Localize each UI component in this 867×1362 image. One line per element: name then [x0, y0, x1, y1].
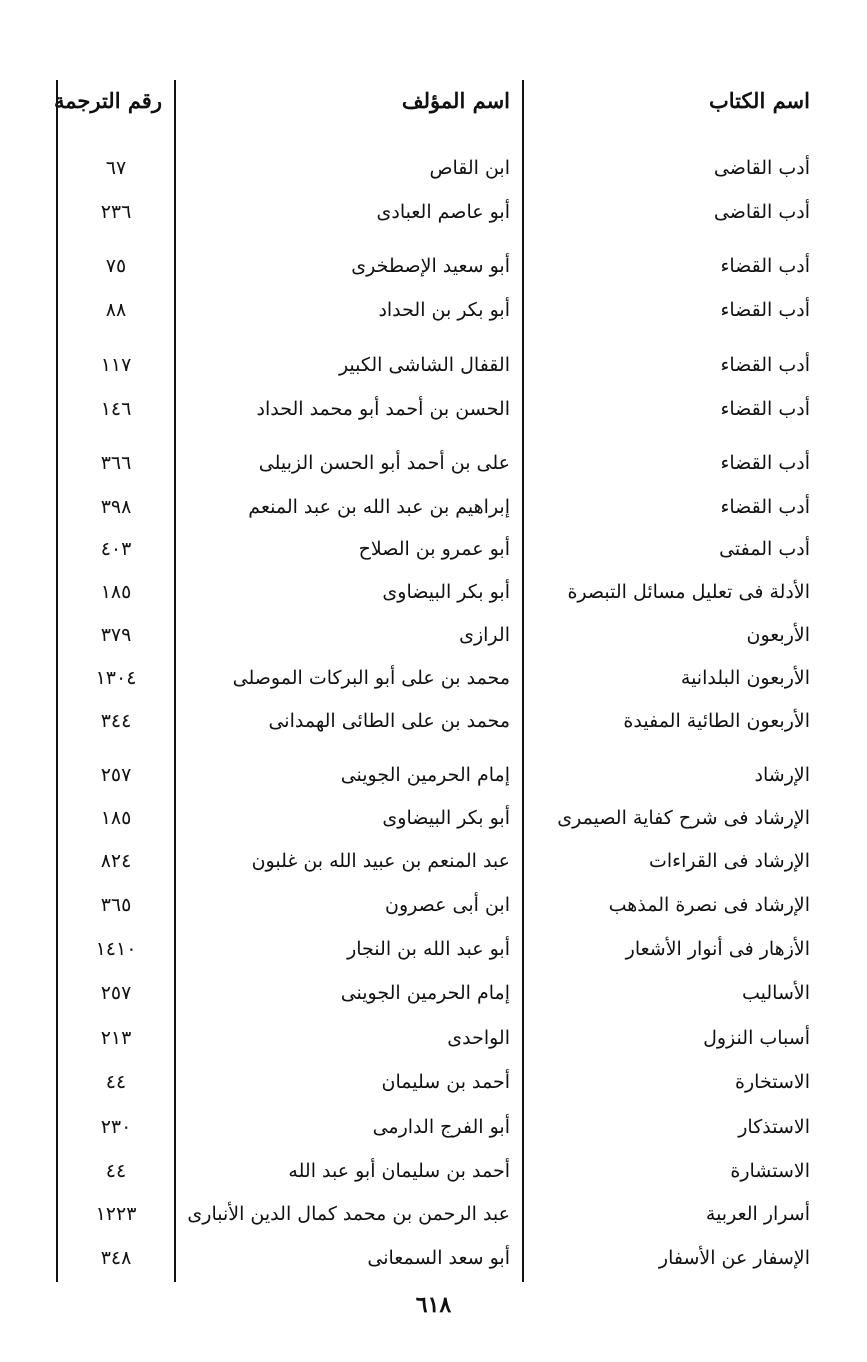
book-name: الأربعون الطائية المفيدة — [623, 710, 810, 732]
table-row — [0, 1110, 867, 1144]
book-name: أدب القضاء — [720, 299, 810, 321]
biography-number: ٣٧٩ — [100, 624, 132, 646]
author-name: ابن القاص — [429, 157, 510, 179]
biography-number: ١٢٢٣ — [95, 1203, 137, 1225]
biography-number: ١٨٥ — [100, 807, 132, 829]
book-name: الأربعون — [746, 624, 810, 646]
header-author-name: اسم المؤلف — [401, 88, 510, 113]
table-row — [0, 293, 867, 327]
biography-number: ١١٧ — [100, 354, 132, 376]
table-row — [0, 348, 867, 382]
book-name: الإرشاد فى القراءات — [649, 850, 810, 872]
biography-number: ٧٥ — [105, 255, 127, 277]
table-row — [0, 704, 867, 738]
table-row — [0, 249, 867, 283]
biography-number: ٦٧ — [105, 157, 127, 179]
book-name: الاستخارة — [735, 1071, 810, 1093]
author-name: عبد المنعم بن عبيد الله بن غلبون — [251, 850, 510, 872]
biography-number: ٢٣٦ — [100, 201, 132, 223]
table-row — [0, 532, 867, 566]
biography-number: ٨٨ — [105, 299, 127, 321]
author-name: أحمد بن سليمان أبو عبد الله — [288, 1160, 510, 1182]
biography-number: ٢٣٠ — [100, 1116, 132, 1138]
biography-number: ٣٦٥ — [100, 894, 132, 916]
biography-number: ٤٠٣ — [100, 538, 132, 560]
biography-number: ١٣٠٤ — [95, 667, 137, 689]
biography-number: ٢٥٧ — [100, 764, 132, 786]
biography-number: ٣٦٦ — [100, 452, 132, 474]
table-row — [0, 392, 867, 426]
author-name: القفال الشاشى الكبير — [338, 354, 510, 376]
author-name: الحسن بن أحمد أبو محمد الحداد — [256, 398, 510, 420]
book-name: أسباب النزول — [703, 1027, 810, 1049]
author-name: عبد الرحمن بن محمد كمال الدين الأنبارى — [187, 1203, 510, 1225]
biography-number: ١٤١٠ — [95, 938, 137, 960]
author-name: على بن أحمد أبو الحسن الزبيلى — [258, 452, 510, 474]
page-number: ٦١٨ — [415, 1292, 452, 1318]
biography-number: ٢١٣ — [100, 1027, 132, 1049]
table-row — [0, 618, 867, 652]
author-name: أبو عمرو بن الصلاح — [358, 538, 510, 560]
book-name: الإرشاد فى نصرة المذهب — [608, 894, 810, 916]
biography-number: ٤٤ — [105, 1071, 127, 1093]
author-name: أحمد بن سليمان — [381, 1071, 510, 1093]
book-name: الأربعون البلدانية — [680, 667, 810, 689]
biography-number: ٤٤ — [105, 1160, 127, 1182]
table-row — [0, 1197, 867, 1231]
table-row — [0, 758, 867, 792]
author-name: أبو عبد الله بن النجار — [347, 938, 510, 960]
table-row — [0, 976, 867, 1010]
book-name: أدب المفتى — [719, 538, 810, 560]
table-row — [0, 1065, 867, 1099]
book-name: أدب القاضى — [713, 201, 810, 223]
table-row — [0, 661, 867, 695]
table-row — [0, 1154, 867, 1188]
biography-number: ٣٤٤ — [100, 710, 132, 732]
table-row — [0, 575, 867, 609]
author-name: أبو الفرج الدارمى — [372, 1116, 510, 1138]
author-name: أبو سعد السمعانى — [367, 1247, 510, 1269]
author-name: محمد بن على الطائى الهمدانى — [268, 710, 510, 732]
author-name: أبو سعيد الإصطخرى — [351, 255, 510, 277]
table-row — [0, 801, 867, 835]
table-row — [0, 888, 867, 922]
header-biography-number: رقم الترجمة — [53, 88, 162, 113]
book-name: أدب القضاء — [720, 255, 810, 277]
book-name: الاستذكار — [738, 1116, 810, 1138]
biography-number: ١٤٦ — [100, 398, 132, 420]
book-name: الإرشاد فى شرح كفاية الصيمرى — [557, 807, 810, 829]
book-name: أسرار العربية — [705, 1203, 810, 1225]
table-row — [0, 932, 867, 966]
table-row — [0, 195, 867, 229]
author-name: أبو بكر البيضاوى — [382, 807, 510, 829]
table-row — [0, 1021, 867, 1055]
book-name: الإسفار عن الأسفار — [658, 1247, 810, 1269]
book-name: الأزهار فى أنوار الأشعار — [625, 938, 810, 960]
author-name: أبو بكر البيضاوى — [382, 581, 510, 603]
book-name: الأدلة فى تعليل مسائل التبصرة — [567, 581, 810, 603]
author-name: أبو عاصم العبادى — [376, 201, 510, 223]
author-name: الرازى — [459, 624, 510, 646]
biography-number: ٣٩٨ — [100, 496, 132, 518]
author-name: الواحدى — [447, 1027, 510, 1049]
table-row — [0, 151, 867, 185]
table-row — [0, 844, 867, 878]
book-name: أدب القضاء — [720, 496, 810, 518]
book-name: أدب القضاء — [720, 354, 810, 376]
author-name: أبو بكر بن الحداد — [378, 299, 510, 321]
author-name: إمام الحرمين الجوينى — [340, 764, 510, 786]
author-name: محمد بن على أبو البركات الموصلى — [232, 667, 510, 689]
header-book-name: اسم الكتاب — [708, 88, 810, 113]
table-row — [0, 446, 867, 480]
book-name: أدب القضاء — [720, 452, 810, 474]
book-name: الإرشاد — [754, 764, 810, 786]
biography-number: ٢٥٧ — [100, 982, 132, 1004]
table-row — [0, 1241, 867, 1275]
book-name: الاستشارة — [730, 1160, 810, 1182]
book-name: أدب القضاء — [720, 398, 810, 420]
biography-number: ٣٤٨ — [100, 1247, 132, 1269]
author-name: ابن أبى عصرون — [385, 894, 510, 916]
biography-number: ١٨٥ — [100, 581, 132, 603]
table-row — [0, 490, 867, 524]
author-name: إمام الحرمين الجوينى — [340, 982, 510, 1004]
book-name: الأساليب — [741, 982, 810, 1004]
book-name: أدب القاضى — [713, 157, 810, 179]
author-name: إبراهيم بن عبد الله بن عبد المنعم — [248, 496, 510, 518]
biography-number: ٨٢٤ — [100, 850, 132, 872]
